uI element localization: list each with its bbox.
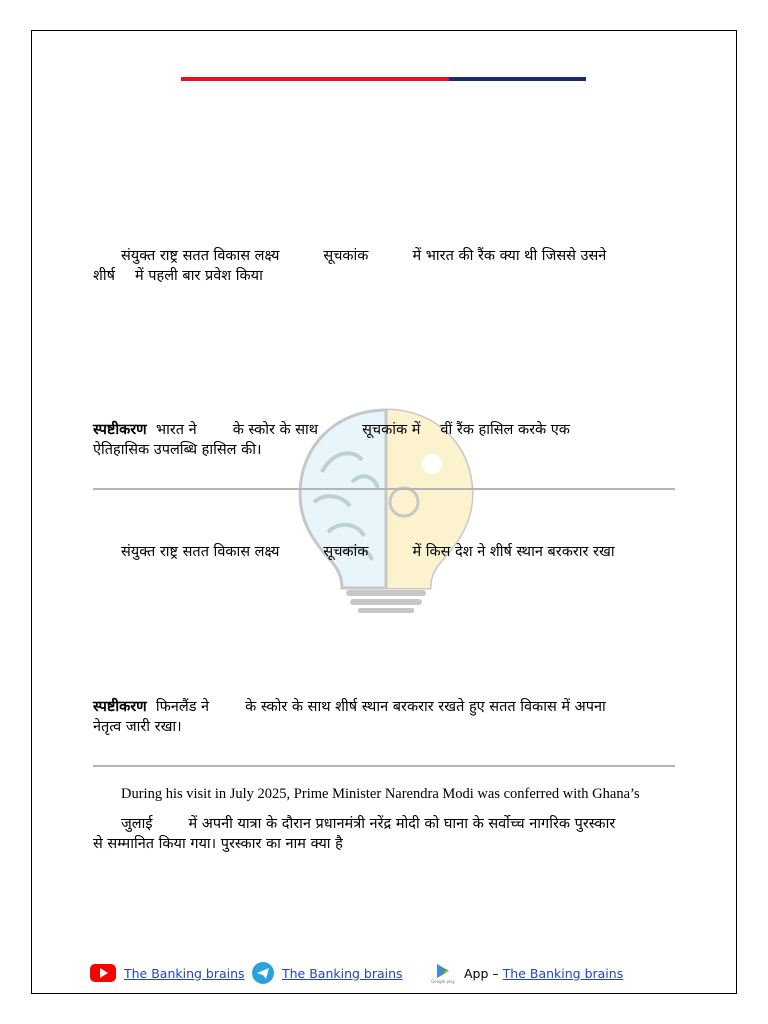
footer-app xyxy=(430,962,623,984)
explanation-1: स्पष्टीकरण भारत ने के स्कोर के साथ सूचकांक में वीं रैंक हासिल करके एक ऐतिहासिक उपलब्धि हासिल की। xyxy=(93,422,570,458)
question-3-english: During his visit in July 2025, Prime Minister Narendra Modi was conferred with Ghana’s xyxy=(121,786,640,802)
header-rule-navy xyxy=(449,77,586,81)
section-divider xyxy=(93,488,675,490)
question-3-hindi: जुलाई में अपनी यात्रा के दौरान प्रधानमंत्री नरेंद्र मोदी को घाना के सर्वोच्च नागरिक पुरस्कार से सम्मानित किया गया। पुरस्कार का नाम क्या है xyxy=(93,816,616,852)
footer-telegram xyxy=(252,962,403,984)
youtube-link[interactable]: The Banking brains xyxy=(124,965,245,981)
footer xyxy=(90,962,650,984)
explanation-2: स्पष्टीकरण फिनलैंड ने के स्कोर के साथ शीर्ष स्थान बरकरार रखते हुए सतत विकास में अपना नेतृत्व जारी रखा। xyxy=(93,699,606,735)
youtube-icon[interactable] xyxy=(90,964,116,982)
google-play-icon xyxy=(435,963,451,979)
explanation-label: स्पष्टीकरण xyxy=(93,422,147,438)
telegram-link[interactable]: The Banking brains xyxy=(282,965,403,981)
question-2: संयुक्त राष्ट्र सतत विकास लक्ष्य सूचकांक में किस देश ने शीर्ष स्थान बरकरार रखा xyxy=(121,544,615,560)
telegram-icon[interactable] xyxy=(252,962,274,984)
play-store[interactable] xyxy=(430,963,456,984)
header-rule-red xyxy=(181,77,449,81)
section-divider xyxy=(93,765,675,767)
footer-youtube xyxy=(90,962,245,984)
google-play-caption: Google play xyxy=(431,978,455,984)
explanation-label: स्पष्टीकरण xyxy=(93,699,147,715)
app-label: App – xyxy=(464,965,499,981)
question-1: संयुक्त राष्ट्र सतत विकास लक्ष्य सूचकांक में भारत की रैंक क्या थी जिससे उसने शीर्ष में पहली बार प्रवेश किया xyxy=(93,248,607,284)
app-link[interactable]: The Banking brains xyxy=(502,965,624,981)
